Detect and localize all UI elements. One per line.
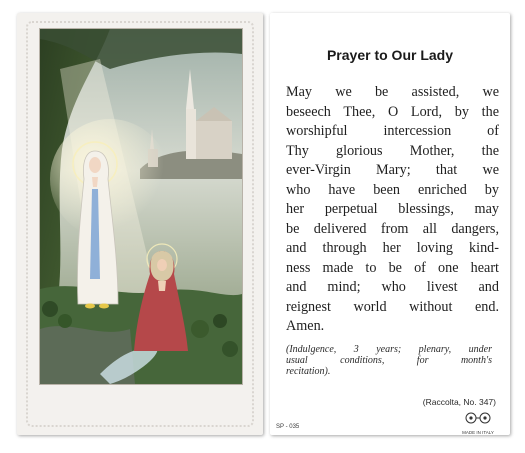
indulgence-line: recitation). [286, 366, 331, 377]
indulgence-line: usual conditions, for month's [286, 355, 492, 366]
prayer-text [286, 83, 499, 337]
prayer-line: ness made to be of one heart [286, 259, 499, 276]
raccolta-citation: (Raccolta, No. 347) [422, 397, 496, 407]
prayer-line: be delivered from all dangers, [286, 220, 499, 237]
indulgence-line: (Indulgence, 3 years; plenary, under [286, 344, 492, 355]
prayer-line: and through her loving kind- [286, 240, 499, 256]
prayer-line: worshipful intercession of [286, 123, 499, 139]
prayer-line: who have been enriched by [286, 181, 499, 198]
prayer-line: ever-Virgin Mary; that we [286, 162, 499, 178]
holy-card-front [17, 13, 263, 435]
prayer-line: beseech Thee, O Lord, by the [286, 103, 499, 120]
indulgence-note [286, 344, 492, 377]
prayer-line: Thy glorious Mother, the [286, 142, 499, 159]
prayer-line: and mind; who livest and [286, 279, 499, 295]
publisher-mark [458, 411, 498, 435]
painting-our-lady-of-lourdes [39, 28, 243, 385]
product-code: SP - 035 [276, 424, 300, 430]
prayer-title: Prayer to Our Lady [326, 47, 454, 63]
painting-svg [40, 29, 242, 384]
made-in-italy-label: MADE IN ITALY [462, 430, 494, 435]
prayer-line: reignest world without end. [286, 298, 499, 315]
prayer-line: her perpetual blessings, may [286, 201, 499, 217]
publisher-logo-icon [465, 412, 491, 424]
prayer-line: May we be assisted, we [286, 84, 499, 100]
prayer-line: Amen. [286, 318, 325, 334]
holy-card-back [270, 13, 510, 435]
